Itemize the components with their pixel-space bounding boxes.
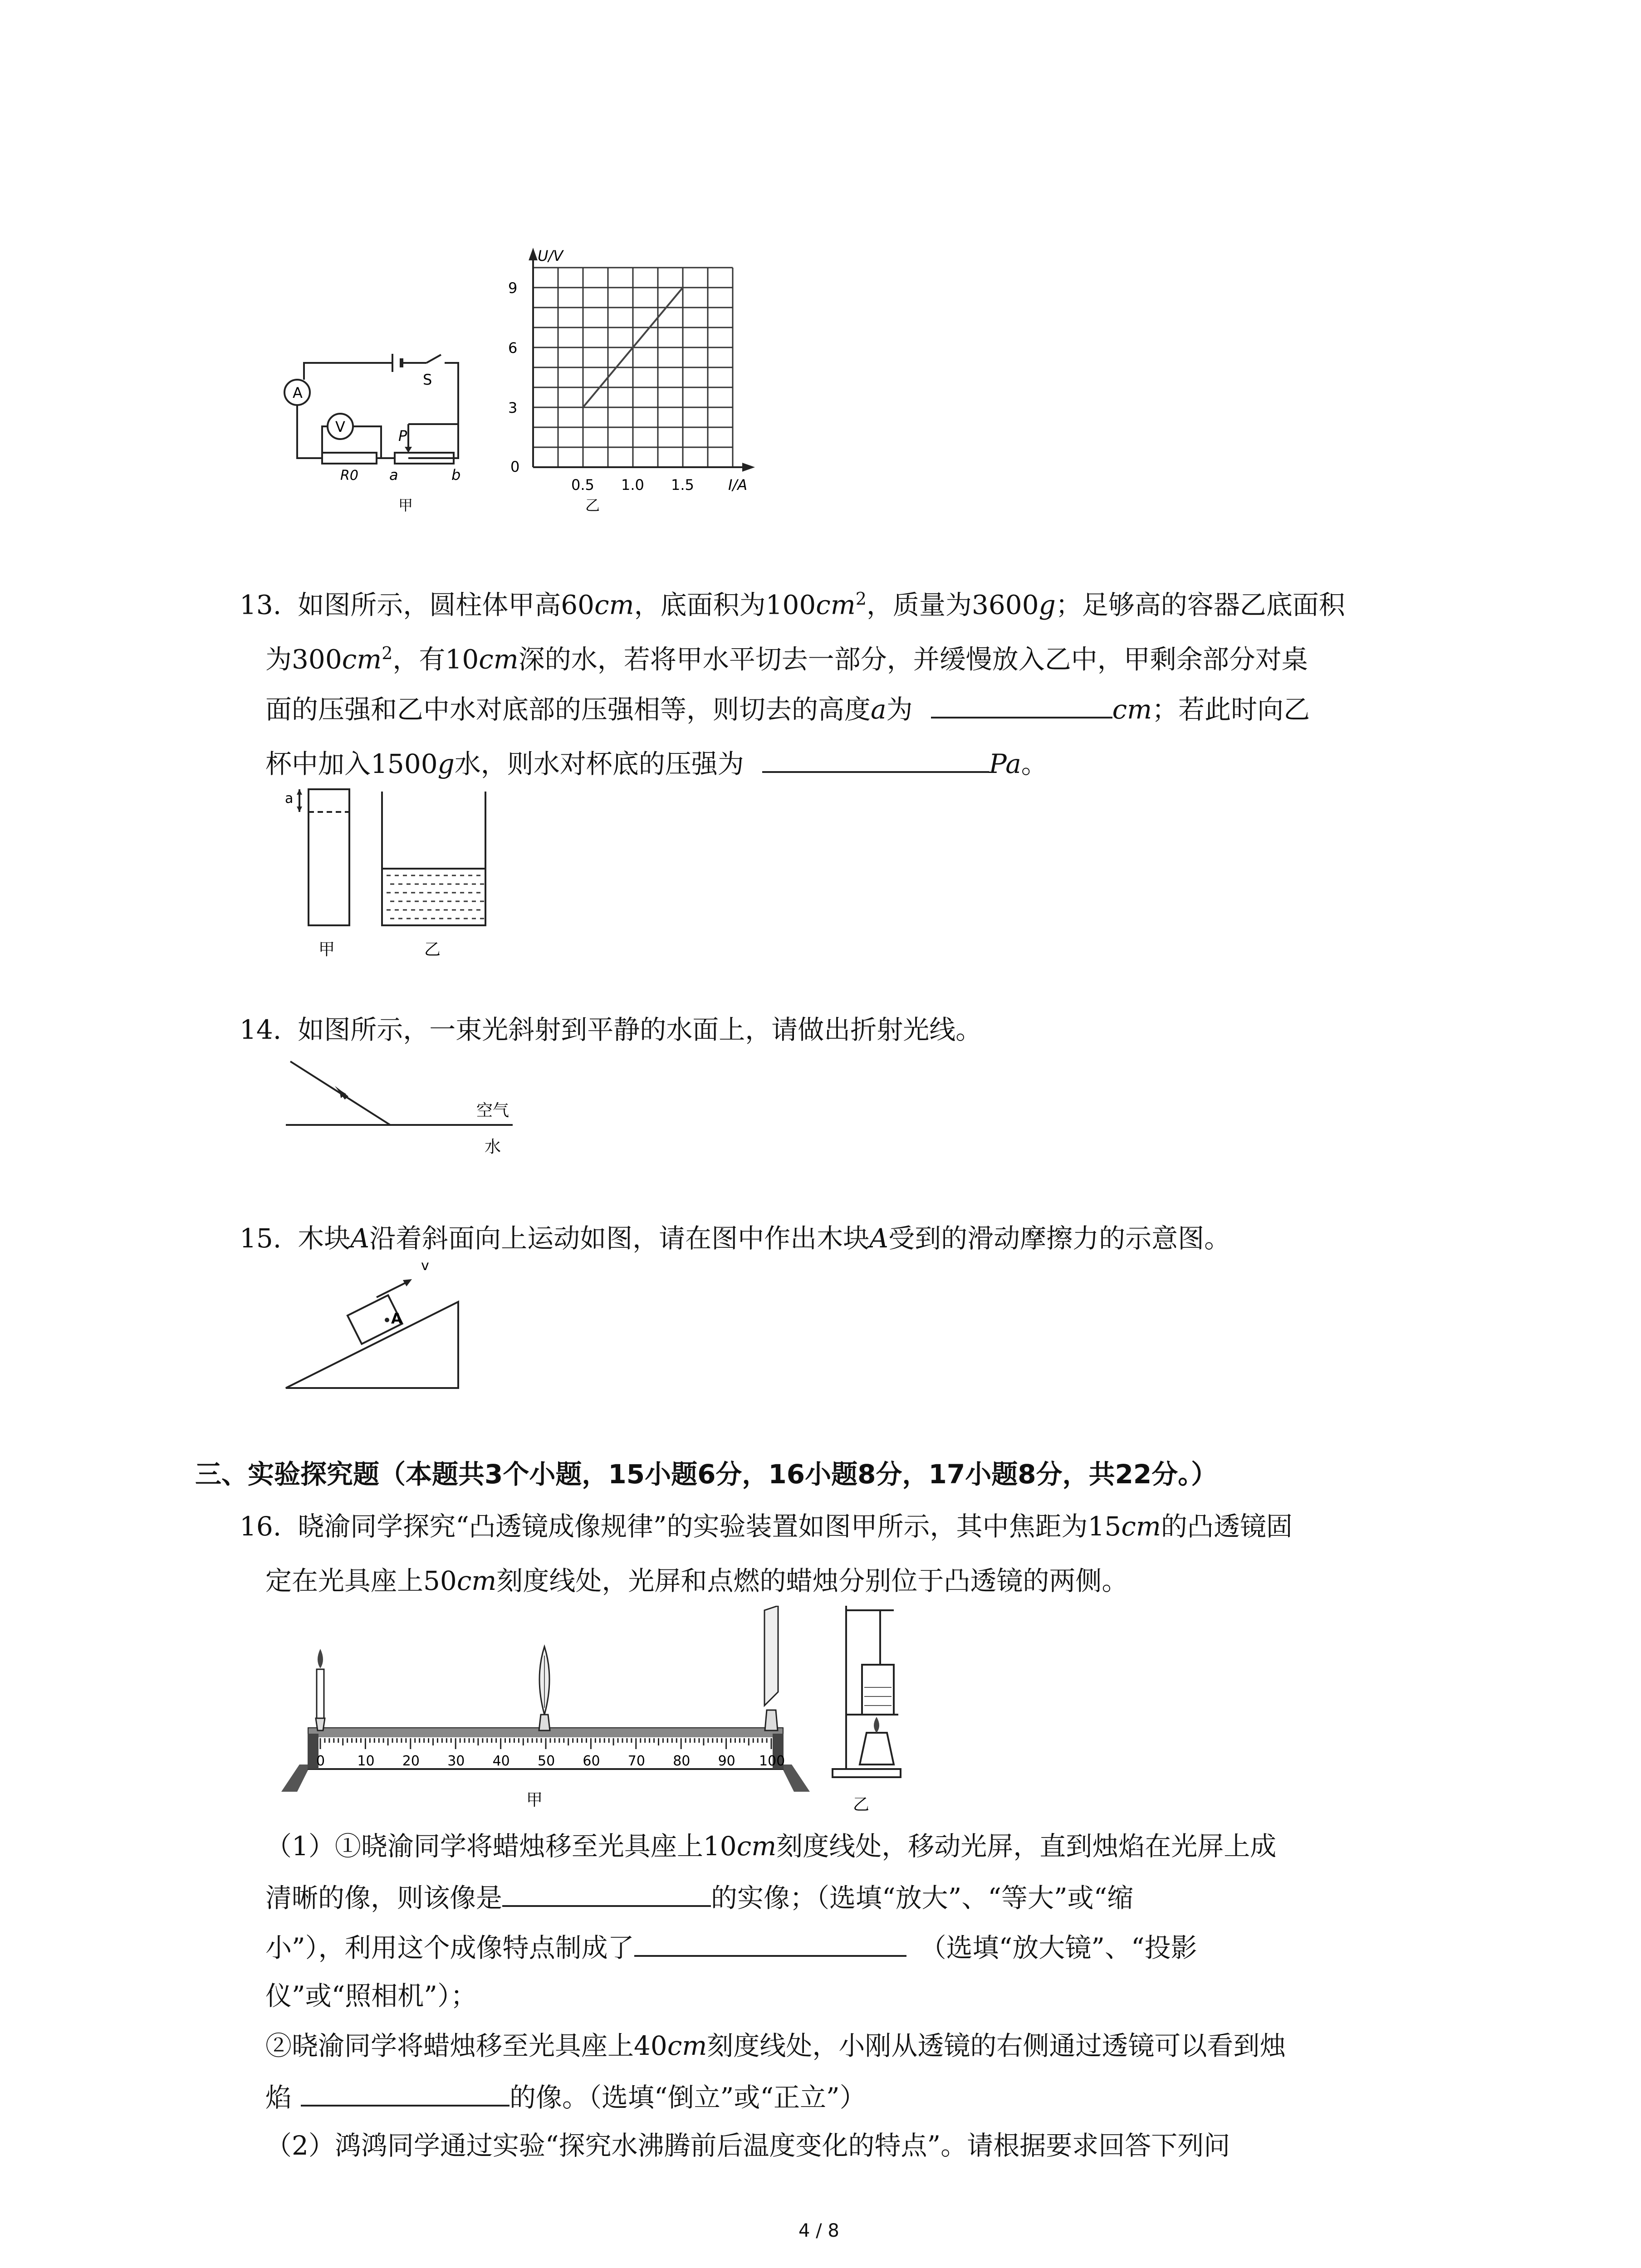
q14-figure	[277, 1048, 531, 1166]
resistor-label: R0	[340, 468, 358, 484]
scale-label: 90	[718, 1753, 735, 1769]
scale-label: 50	[538, 1753, 555, 1769]
end-a-label: a	[389, 466, 398, 484]
q13-text: ；足够高的容器乙底面积	[1055, 589, 1345, 621]
q16-text: （1）①晓渝同学将蜡烛移至光具座上	[265, 1831, 703, 1862]
q16-text: 的像。（选填“倒立”或“正立”）	[509, 2082, 866, 2113]
scale-label: 60	[583, 1753, 600, 1769]
unit: cm	[479, 644, 519, 675]
q13-number: 13.	[240, 589, 282, 621]
q13-text: 为	[265, 644, 292, 675]
scale-label: 40	[492, 1753, 510, 1769]
q15-text: 受到的滑动摩擦力的示意图。	[888, 1223, 1231, 1254]
q16-text: 刻度线处，移动光屏，直到烛焰在光屏上成	[776, 1831, 1277, 1862]
switch-label: S	[423, 371, 432, 388]
graph-caption: 乙	[585, 497, 600, 514]
q13-variable-a: a	[871, 694, 887, 725]
ammeter-label: A	[293, 384, 303, 401]
unit: cm	[736, 1831, 777, 1862]
unit-exponent: 2	[382, 643, 393, 663]
section-3-title: 三、实验探究题（本题共3个小题，15小题6分，16小题8分，17小题8分，共22分。）	[195, 1459, 1218, 1490]
water-label: 水	[485, 1138, 501, 1156]
scale-label: 30	[447, 1753, 465, 1769]
q13-text: 。	[1021, 748, 1048, 779]
q16-text: （2）鸿鸿同学通过实验“探究水沸腾前后温度变化的特点”。请根据要求回答下列问	[265, 2130, 1230, 2161]
q16-p1-line-2	[265, 1873, 1133, 1921]
q13-text: 水，则水对杯底的压强为	[454, 748, 744, 779]
unit: cm	[456, 1565, 497, 1596]
q16-p1-line-1	[265, 1823, 1276, 1869]
apparatus-caption: 乙	[853, 1795, 870, 1814]
air-label: 空气	[476, 1101, 509, 1120]
scale-label: 100	[759, 1753, 785, 1769]
unit: g	[437, 748, 455, 779]
q13-line-3	[265, 685, 1310, 732]
y-tick-label: 9	[508, 279, 518, 297]
boiling-apparatus-figure	[826, 1597, 907, 1823]
q16-p2-line-2	[265, 2073, 866, 2120]
q16-p2-line-1	[265, 2023, 1286, 2068]
q16-text: 刻度线处，光屏和点燃的蜡烛分别位于凸透镜的两侧。	[496, 1565, 1128, 1596]
q13-fig-caption-1: 甲	[318, 940, 335, 959]
scale-label: 0	[316, 1753, 325, 1769]
q15-block-label: A	[350, 1223, 370, 1254]
q15-text: 木块	[298, 1223, 351, 1254]
block-a-label: A	[391, 1310, 402, 1327]
q13-text: 为	[886, 694, 913, 725]
q13-fig-a-label: a	[285, 791, 294, 807]
scale-label: 10	[357, 1753, 375, 1769]
unit: cm	[816, 589, 856, 621]
q16-number: 16.	[240, 1511, 282, 1542]
q13-mass-value: 3600	[971, 589, 1039, 621]
q13-text: 如图所示，圆柱体甲高	[298, 589, 561, 621]
unit: g	[1038, 589, 1056, 621]
q13-line-4	[265, 739, 1048, 787]
q15-number: 15.	[240, 1223, 282, 1254]
q15-figure	[277, 1252, 467, 1402]
q16-text: 仪”或“照相机”）；	[265, 1980, 477, 2011]
q16-p1-line-3	[265, 1923, 1197, 1970]
x-tick-label: 1.5	[671, 476, 694, 494]
q13-text: ，底面积为	[634, 589, 766, 621]
unit: Pa	[989, 748, 1021, 779]
q16-text: 晓渝同学探究“凸透镜成像规律”的实验装置如图甲所示，其中焦距为	[298, 1511, 1088, 1542]
q16-text: 小”），利用这个成像特点制成了	[265, 1932, 634, 1963]
q13-text: 深的水，若将甲水平切去一部分，并缓慢放入乙中，甲剩余部分对桌	[518, 644, 1308, 675]
q16-p1-line-4	[265, 1973, 477, 2019]
scale-label: 20	[402, 1753, 420, 1769]
q16-p3-line	[265, 2123, 1230, 2168]
q13-text: 杯中加入	[265, 748, 371, 779]
ui-graph	[490, 245, 771, 517]
unit: cm	[1112, 694, 1152, 725]
answer-blank-pressure[interactable]	[762, 739, 989, 773]
q15-text: 沿着斜面向上运动如图，请在图中作出木块	[369, 1223, 870, 1254]
x-tick-label: 1.0	[621, 476, 644, 494]
q16-text: （选填“放大镜”、“投影	[920, 1932, 1197, 1963]
q14-line	[240, 1007, 982, 1052]
q16-text: 的实像；（选填“放大”、“等大”或“缩	[711, 1882, 1134, 1913]
page-number: 4 / 8	[798, 2220, 839, 2241]
q13-container-area: 300	[292, 644, 342, 675]
unit: cm	[667, 2030, 707, 2061]
q13-text: ；若此时向乙	[1152, 694, 1310, 725]
answer-blank-image-size[interactable]	[502, 1873, 711, 1907]
q14-number: 14.	[240, 1014, 282, 1045]
answer-blank-cut-height[interactable]	[931, 685, 1112, 719]
q16-focal-length: 15	[1087, 1511, 1122, 1542]
answer-blank-device[interactable]	[634, 1923, 906, 1957]
q16-lens-position: 50	[423, 1565, 457, 1596]
origin-label: 0	[510, 458, 520, 475]
scale-label: 70	[627, 1753, 645, 1769]
q16-line-1	[240, 1504, 1293, 1549]
q13-area-value: 100	[765, 589, 816, 621]
unit: cm	[1121, 1511, 1161, 1542]
scale-label: 80	[673, 1753, 691, 1769]
q13-text: 面的压强和乙中水对底部的压强相等，则切去的高度	[265, 694, 871, 725]
q13-text: ，有	[392, 644, 446, 675]
q16-text: 刻度线处，小刚从透镜的右侧通过透镜可以看到烛	[707, 2030, 1286, 2061]
voltmeter-label: V	[335, 418, 345, 435]
y-tick-label: 6	[508, 339, 518, 357]
q13-text: ，质量为	[866, 589, 972, 621]
answer-blank-orientation[interactable]	[301, 2073, 509, 2107]
q14-text: 如图所示，一束光斜射到平静的水面上，请做出折射光线。	[298, 1014, 982, 1045]
bench-caption: 甲	[526, 1791, 543, 1809]
circuit-diagram	[277, 336, 476, 517]
unit: cm	[342, 644, 382, 675]
q16-line-2	[265, 1558, 1128, 1603]
q16-candle-position-2: 40	[634, 2030, 667, 2061]
q13-line-1	[240, 576, 1345, 627]
y-axis-label: U/V	[538, 247, 563, 264]
unit: cm	[594, 589, 634, 621]
x-axis-label: I/A	[728, 476, 748, 494]
slider-label: P	[398, 427, 407, 445]
q13-water-depth: 10	[445, 644, 479, 675]
q16-candle-position: 10	[703, 1831, 737, 1862]
q16-text: 焰	[265, 2082, 292, 2113]
q13-figure	[277, 780, 513, 962]
q13-line-2	[265, 631, 1308, 682]
end-b-label: b	[451, 466, 461, 484]
q13-height-value: 60	[561, 589, 595, 621]
velocity-label: v	[421, 1258, 429, 1274]
q16-text: 清晰的像，则该像是	[265, 1882, 503, 1913]
optical-bench-figure	[272, 1606, 817, 1833]
x-tick-label: 0.5	[571, 476, 594, 494]
q13-fig-caption-2: 乙	[424, 940, 441, 959]
q16-text: 的凸透镜固	[1161, 1511, 1293, 1542]
q16-text: ②晓渝同学将蜡烛移至光具座上	[265, 2030, 634, 2061]
q13-added-mass: 1500	[371, 748, 438, 779]
q16-text: 定在光具座上	[265, 1565, 424, 1596]
q15-block-label: A	[869, 1223, 889, 1254]
unit-exponent: 2	[855, 589, 867, 609]
y-tick-label: 3	[508, 399, 518, 416]
circuit-caption: 甲	[398, 497, 413, 514]
